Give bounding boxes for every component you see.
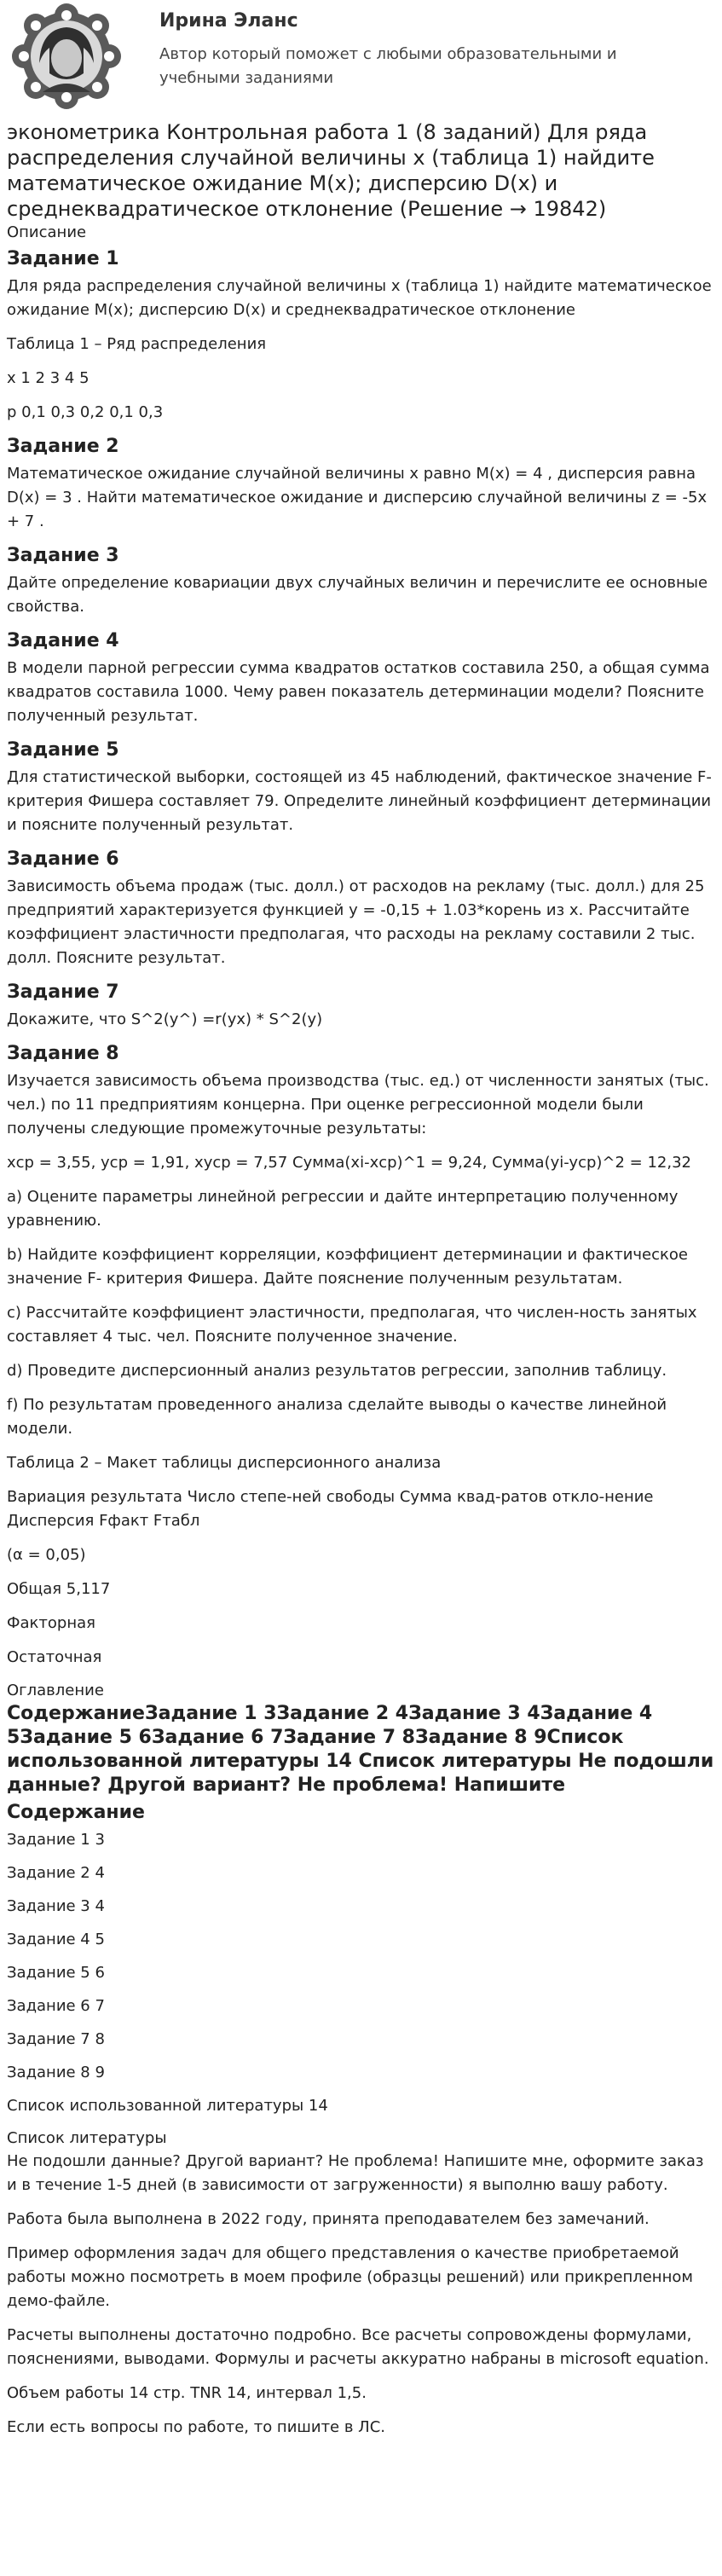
toc-item: Задание 8 9 bbox=[7, 2064, 105, 2081]
task-text: a) Оцените параметры линейной регрессии и дайте интерпретацию полученному уравнению. bbox=[7, 1188, 679, 1230]
literature-label: Список литературы bbox=[7, 2129, 167, 2147]
toc-heading: Содержание bbox=[7, 1802, 145, 1823]
task-text: Докажите, что S^2(y^) =r(yx) * S^2(y) bbox=[7, 1010, 323, 1028]
footer-text: Работа была выполнена в 2022 году, принята преподавателем без замечаний. bbox=[7, 2210, 650, 2228]
main-content bbox=[7, 119, 714, 2450]
contents-run-on-heading: СодержаниеЗадание 1 3Задание 2 4Задание 3 4Задание 4 5Задание 5 6Задание 6 7Задание 7 8Задание 8 9Список использованной литературы 14 Список литературы Не подошли данные? Другой вариант? Не проблема! Напишите bbox=[7, 1703, 714, 1796]
task-2 bbox=[7, 435, 714, 534]
footer-text: Объем работы 14 стр. TNR 14, интервал 1,5. bbox=[7, 2384, 367, 2402]
task-heading: Задание 5 bbox=[7, 739, 119, 761]
task-text: x 1 2 3 4 5 bbox=[7, 369, 90, 387]
author-card[interactable] bbox=[3, 3, 719, 111]
task-heading: Задание 3 bbox=[7, 545, 119, 566]
task-text: (α = 0,05) bbox=[7, 1546, 86, 1564]
task-text: Дайте определение ковариации двух случайных величин и перечислите ее основные свойства. bbox=[7, 574, 708, 616]
task-heading: Задание 6 bbox=[7, 848, 119, 870]
task-5 bbox=[7, 738, 714, 837]
oglavlenie-label: Оглавление bbox=[7, 1682, 104, 1699]
toc-item: Задание 5 6 bbox=[7, 1964, 105, 1982]
task-text: Математическое ожидание случайной величины x равно M(x) = 4 , дисперсия равна D(x) = 3 . Найти математическое ожидание и дисперсию случайной величины z = -5x + 7 . bbox=[7, 465, 708, 530]
task-heading: Задание 2 bbox=[7, 436, 119, 457]
toc-item: Задание 7 8 bbox=[7, 2030, 105, 2048]
task-text: f) По результатам проведенного анализа сделайте выводы о качестве линейной модели. bbox=[7, 1396, 667, 1438]
author-name[interactable]: Ирина Эланс bbox=[159, 10, 298, 32]
toc-item: Задание 6 7 bbox=[7, 1997, 105, 2015]
task-text: Таблица 1 – Ряд распределения bbox=[7, 335, 267, 353]
task-text: p 0,1 0,3 0,2 0,1 0,3 bbox=[7, 403, 164, 421]
task-text: Вариация результата Число степе-ней свободы Сумма квад-ратов откло-нение Дисперсия Fфакт Fтабл bbox=[7, 1488, 654, 1530]
task-text: В модели парной регрессии сумма квадратов остатков составила 250, а общая сумма квадратов составила 1000. Чему равен показатель детерминации модели? Поясните полученный результат. bbox=[7, 659, 710, 725]
task-8 bbox=[7, 1042, 714, 1670]
task-7 bbox=[7, 981, 714, 1032]
footer-text: Расчеты выполнены достаточно подробно. Все расчеты сопровождены формулами, пояснениями, выводами. Формулы и расчеты аккуратно набраны в microsoft equation. bbox=[7, 2326, 709, 2368]
task-text: d) Проведите дисперсионный анализ результатов регрессии, заполнив таблицу. bbox=[7, 1362, 667, 1380]
task-text: Зависимость объема продаж (тыс. долл.) от расходов на рекламу (тыс. долл.) для 25 предприятий характеризуется функцией y = -0,15 + 1.03*корень из x. Рассчитайте коэффициент эластичности предполагая, что расходы на рекламу составили 2 тыс. долл. Поясните результат. bbox=[7, 877, 705, 967]
task-text: Остаточная bbox=[7, 1648, 102, 1666]
toc-item: Задание 1 3 bbox=[7, 1831, 105, 1849]
task-text: Факторная bbox=[7, 1614, 95, 1632]
task-heading: Задание 1 bbox=[7, 248, 119, 269]
avatar[interactable] bbox=[5, 3, 128, 109]
task-text: b) Найдите коэффициент корреляции, коэффициент детерминации и фактическое значение F- критерия Фишера. Дайте пояснение полученным результатам. bbox=[7, 1246, 688, 1288]
author-description: Автор который поможет с любыми образовательными и учебными заданиями bbox=[159, 45, 617, 87]
task-text: Для статистической выборки, состоящей из 45 наблюдений, фактическое значение F-критерия Фишера составляет 79. Определите линейный коэффициент детерминации и поясните полученный результат. bbox=[7, 768, 712, 834]
task-text: xср = 3,55, yср = 1,91, xycp = 7,57 Сумма(xi-xср)^1 = 9,24, Сумма(yi-ycp)^2 = 12,32 bbox=[7, 1154, 692, 1172]
task-4 bbox=[7, 629, 714, 728]
task-text: Таблица 2 – Макет таблицы дисперсионного анализа bbox=[7, 1454, 442, 1472]
task-text: Изучается зависимость объема производства (тыс. ед.) от численности занятых (тыс. чел.) по 11 предприятиям концерна. При оценке регрессионной модели были получены следующие промежуточные результаты: bbox=[7, 1072, 709, 1137]
task-heading: Задание 4 bbox=[7, 630, 119, 651]
toc-item: Список использованной литературы 14 bbox=[7, 2097, 328, 2115]
task-6 bbox=[7, 848, 714, 970]
description-label: Описание bbox=[7, 223, 87, 241]
table-of-contents bbox=[7, 1828, 714, 2118]
task-3 bbox=[7, 544, 714, 619]
toc-item: Задание 2 4 bbox=[7, 1864, 105, 1882]
task-heading: Задание 7 bbox=[7, 981, 119, 1003]
task-text: c) Рассчитайте коэффициент эластичности, предполагая, что числен-ность занятых составляет 4 тыс. чел. Поясните полученное значение. bbox=[7, 1304, 697, 1346]
task-text: Для ряда распределения случайной величины x (таблица 1) найдите математическое ожидание M(x); дисперсию D(x) и среднеквадратическое отклонение bbox=[7, 277, 712, 319]
footer-text: Пример оформления задач для общего представления о качестве приобретаемой работы можно посмотреть в моем профиле (образцы решений) или прикрепленном демо-файле. bbox=[7, 2244, 693, 2310]
footer-text: Не подошли данные? Другой вариант? Не проблема! Напишите мне, оформите заказ и в течение 1-5 дней (в зависимости от загруженности) я выполню вашу работу. bbox=[7, 2152, 704, 2194]
task-heading: Задание 8 bbox=[7, 1043, 119, 1064]
footer-text: Если есть вопросы по работе, то пишите в ЛС. bbox=[7, 2418, 386, 2436]
toc-item: Задание 3 4 bbox=[7, 1897, 105, 1915]
page-title: эконометрика Контрольная работа 1 (8 заданий) Для ряда распределения случайной величины x (таблица 1) найдите математическое ожидание M(x); дисперсию D(x) и среднеквадратическое отклонение (Решение → 19842) bbox=[7, 120, 655, 221]
task-text: Общая 5,117 bbox=[7, 1580, 111, 1598]
toc-item: Задание 4 5 bbox=[7, 1931, 105, 1948]
task-1 bbox=[7, 247, 714, 425]
